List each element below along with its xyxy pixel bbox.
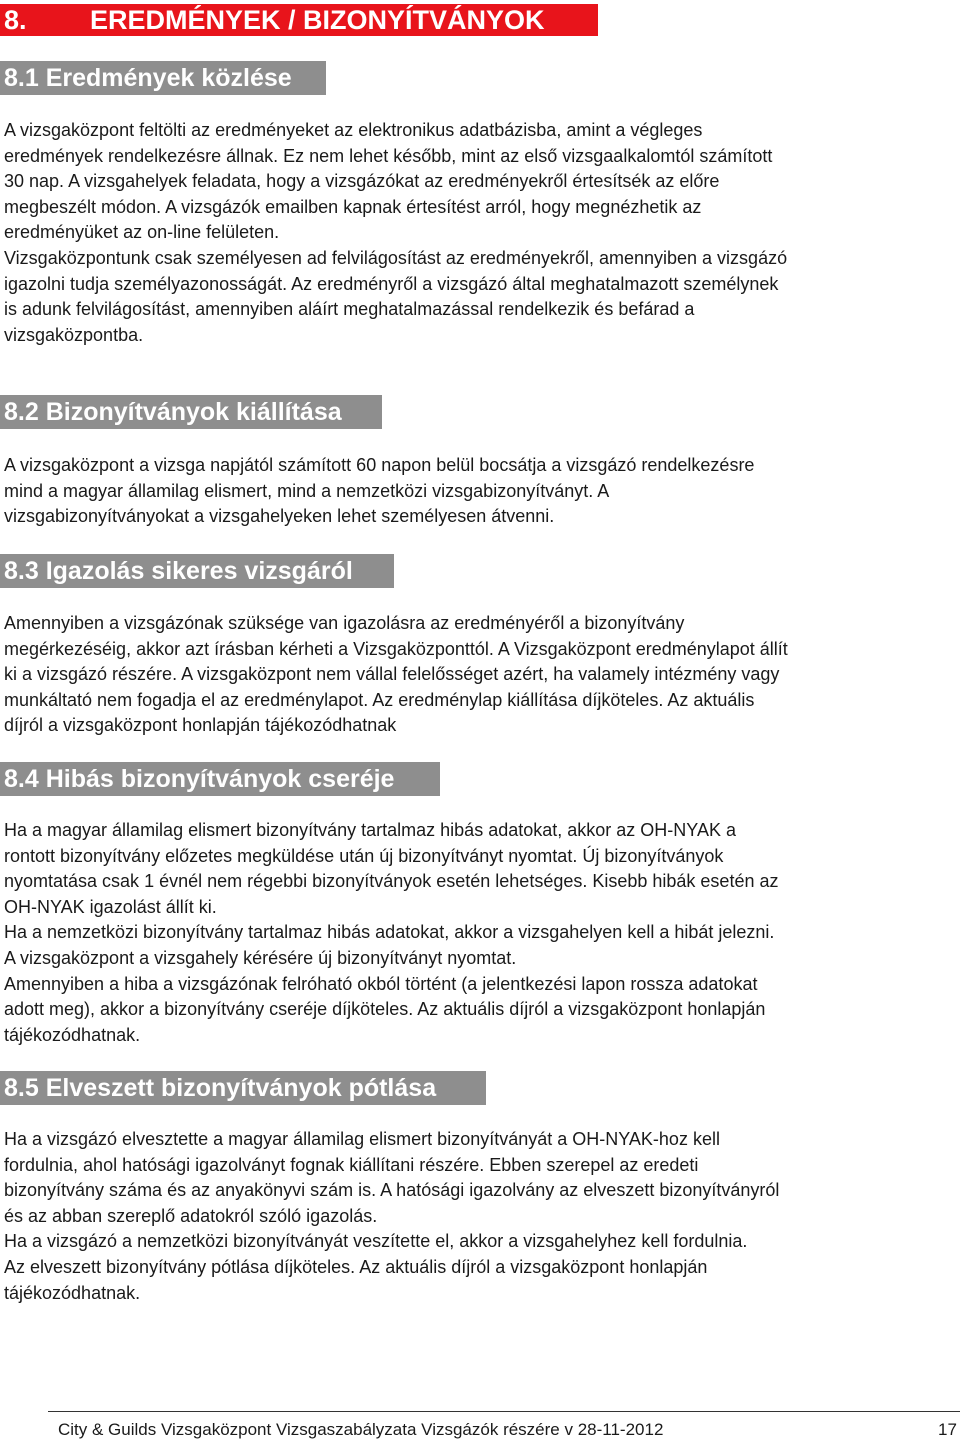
page-number: 17	[938, 1420, 957, 1439]
paragraph-line: A vizsgaközpont feltölti az eredményeket az elektronikus adatbázisba, amint a végleges	[4, 120, 703, 140]
section-body-8-3	[4, 611, 958, 739]
paragraph-line: megbeszélt módon. A vizsgázók emailben kapnak értesítést arról, hogy megnézhetik az	[4, 196, 702, 217]
section-body-8-1	[4, 118, 958, 348]
paragraph-line: fordulnia, ahol hatósági igazolványt fognak kiállítani részére. Ebben szerepel az eredeti	[4, 1154, 699, 1175]
paragraph-line: eredmények rendelkezésre állnak. Ez nem lehet később, mint az első vizsgaalkalomtól számított	[4, 145, 773, 166]
paragraph-line: Ha a vizsgázó a nemzetközi bizonyítványát veszítette el, akkor a vizsgahelyhez kell fordulnia.	[4, 1231, 748, 1252]
paragraph-line: nyomtatása csak 1 évnél nem régebbi bizonyítványok esetén lehetséges. Kisebb hibák esetén az	[4, 871, 779, 892]
paragraph-line: vizsgabizonyítványokat a vizsgahelyeken lehet személyesen átvenni.	[4, 506, 555, 527]
paragraph-line: 30 nap. A vizsgahelyek feladata, hogy a vizsgázókat az eredményekről értesítsék az előre	[4, 171, 720, 192]
paragraph-line: megérkezéséig, akkor azt írásban kérheti a Vizsgaközponttól. A Vizsgaközpont eredménylapot állít	[4, 638, 788, 659]
section-heading-8-2: 8.2 Bizonyítványok kiállítása	[0, 395, 382, 429]
chapter-heading	[0, 4, 598, 36]
paragraph-line: ki a vizsgázó részére. A vizsgaközpont nem vállal felelősséget azért, ha valamely intézmény vagy	[4, 664, 780, 685]
paragraph-line: tájékozódhatnak.	[4, 1282, 141, 1303]
paragraph-line: Ha a magyar államilag elismert bizonyítvány tartalmaz hibás adatokat, akkor az OH-NYAK a	[4, 820, 736, 840]
section-heading-8-4: 8.4 Hibás bizonyítványok cseréje	[0, 762, 440, 796]
footer-divider	[48, 1411, 960, 1412]
paragraph-line: Ha a vizsgázó elvesztette a magyar államilag elismert bizonyítványát a OH-NYAK-hoz kell	[4, 1129, 720, 1149]
paragraph-line: igazolni tudja személyazonosságát. Az eredményről a vizsgázó által meghatalmazott személynek	[4, 273, 779, 294]
paragraph-line: Vizsgaközpontunk csak személyesen ad felvilágosítást az eredményekről, amennyiben a vizsgázó	[4, 247, 788, 268]
section-body-8-2	[4, 453, 958, 530]
chapter-number: 8.	[4, 5, 27, 35]
paragraph-line: Az elveszett bizonyítvány pótlása díjköteles. Az aktuális díjról a vizsgaközpont honlapján	[4, 1256, 708, 1277]
paragraph-line: rontott bizonyítvány előzetes megküldése után új bizonyítványt nyomtat. Új bizonyítványok	[4, 845, 724, 866]
paragraph-line: A vizsgaközpont a vizsgahely kérésére új bizonyítványt nyomtat.	[4, 947, 517, 968]
paragraph-line: vizsgaközpontba.	[4, 324, 144, 345]
paragraph-line: Amennyiben a vizsgázónak szüksége van igazolásra az eredményéről a bizonyítvány	[4, 613, 685, 633]
paragraph-line: mind a magyar államilag elismert, mind a nemzetközi vizsgabizonyítványt. A	[4, 480, 610, 501]
paragraph-line: is adunk felvilágosítást, amennyiben aláírt meghatalmazással rendelkezik és befárad a	[4, 299, 695, 320]
paragraph-line: OH-NYAK igazolást állít ki.	[4, 896, 217, 917]
paragraph-line: Ha a nemzetközi bizonyítvány tartalmaz hibás adatokat, akkor a vizsgahelyen kell a hibát jelezni.	[4, 922, 775, 943]
chapter-title: EREDMÉNYEK / BIZONYÍTVÁNYOK	[90, 5, 545, 35]
paragraph-line: díjról a vizsgaközpont honlapján tájékozódhatnak	[4, 715, 397, 736]
footer-text: City & Guilds Vizsgaközpont Vizsgaszabályzata Vizsgázók részére v 28-11-2012	[58, 1420, 664, 1439]
paragraph-line: és az abban szereplő adatokról szóló igazolás.	[4, 1205, 378, 1226]
section-body-8-4	[4, 818, 958, 1048]
section-heading-8-3: 8.3 Igazolás sikeres vizsgáról	[0, 554, 394, 588]
paragraph-line: tájékozódhatnak.	[4, 1024, 141, 1045]
paragraph-line: adott meg), akkor a bizonyítvány cseréje díjköteles. Az aktuális díjról a vizsgaközpont honlapján	[4, 999, 766, 1020]
paragraph-line: eredményüket az on-line felületen.	[4, 222, 280, 243]
section-heading-8-5: 8.5 Elveszett bizonyítványok pótlása	[0, 1071, 486, 1105]
section-heading-8-1: 8.1 Eredmények közlése	[0, 61, 326, 95]
section-body-8-5	[4, 1127, 958, 1306]
paragraph-line: Amennyiben a hiba a vizsgázónak felróható okból történt (a jelentkezési lapon rossza adatokat	[4, 973, 758, 994]
paragraph-line: bizonyítvány száma és az anyakönyvi szám is. A hatósági igazolvány az elveszett bizonyítványról	[4, 1180, 780, 1201]
paragraph-line: A vizsgaközpont a vizsga napjától számított 60 napon belül bocsátja a vizsgázó rendelkezésre	[4, 455, 755, 475]
paragraph-line: munkáltató nem fogadja el az eredménylapot. Az eredménylap kiállítása díjköteles. Az aktuális	[4, 689, 755, 710]
